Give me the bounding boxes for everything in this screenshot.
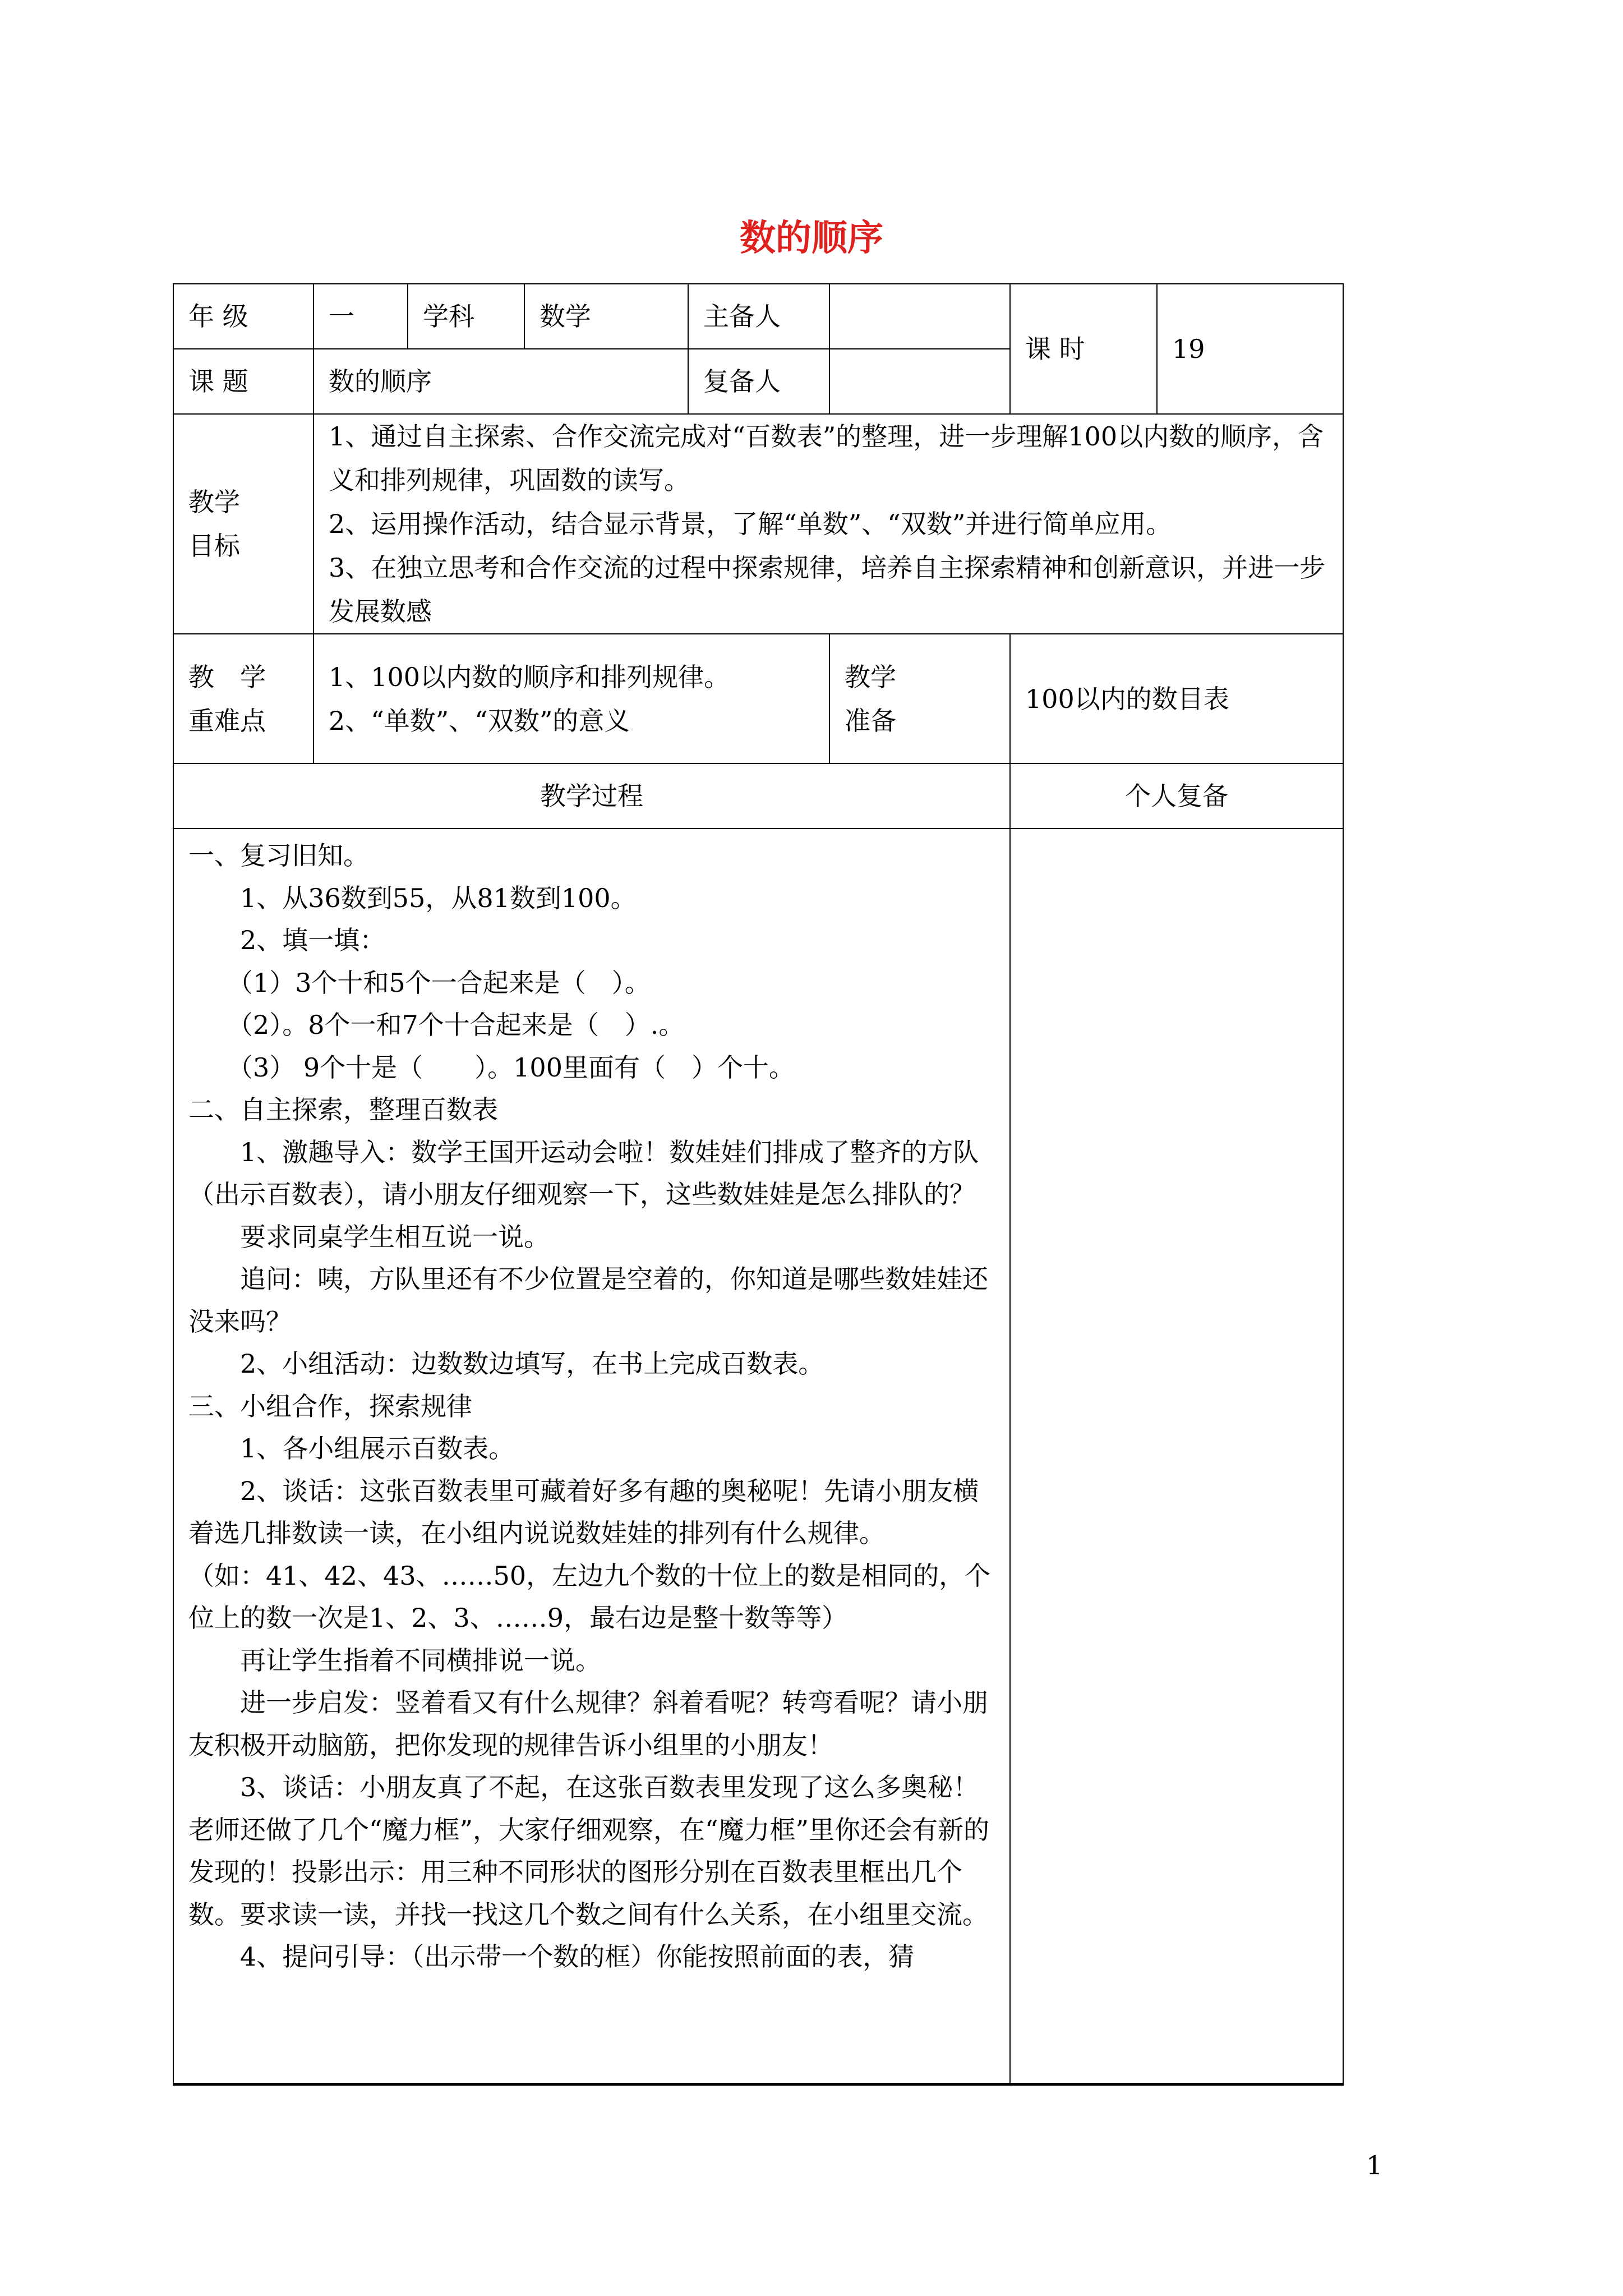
process-line: 进一步启发：竖着看又有什么规律？斜着看呢？转弯看呢？请小朋友积极开动脑筋，把你发现的规律告诉小组里的小朋友！ xyxy=(188,1687,988,1760)
goal-item: 1、通过自主探索、合作交流完成对“百数表”的整理，进一步理解100以内数的顺序，含义和排列规律，巩固数的读写。 xyxy=(329,421,1324,495)
page-number: 1 xyxy=(1366,2150,1383,2180)
process-line: 4、提问引导：（出示带一个数的框）你能按照前面的表，猜 xyxy=(240,1941,915,1972)
teaching-prep-label-line1: 教学 xyxy=(845,661,896,692)
subject-value: 数学 xyxy=(524,284,688,349)
key-points-label xyxy=(173,634,313,763)
main-preparer-label: 主备人 xyxy=(688,284,829,349)
process-line: 2、小组活动：边数数边填写，在书上完成百数表。 xyxy=(240,1349,824,1379)
grade-label: 年 级 xyxy=(173,284,313,349)
process-line: 1、从36数到55，从81数到100。 xyxy=(240,882,637,913)
process-line: （3） 9个十是（ ）。100里面有（ ）个十。 xyxy=(227,1052,795,1083)
main-preparer-value xyxy=(829,284,1010,349)
key-points-content xyxy=(313,634,829,763)
teaching-prep-label xyxy=(829,634,1010,763)
subject-label: 学科 xyxy=(408,284,524,349)
period-label: 课 时 xyxy=(1010,284,1157,414)
goal-item: 2、运用操作活动，结合显示背景，了解“单数”、“双数”并进行简单应用。 xyxy=(329,509,1172,539)
process-line: 3、谈话：小朋友真了不起，在这张百数表里发现了这么多奥秘！老师还做了几个“魔力框”，大家仔细观察，在“魔力框”里你还会有新的发现的！投影出示：用三种不同形状的图形分别在百数表里框出几个数。要求读一读，并找一找这几个数之间有什么关系，在小组里交流。 xyxy=(188,1772,990,1930)
teaching-prep-value: 100以内的数目表 xyxy=(1010,634,1343,763)
goals-label-line1: 教学 xyxy=(188,487,240,517)
key-point-item: 1、100以内数的顺序和排列规律。 xyxy=(329,661,730,692)
process-line: 2、谈话：这张百数表里可藏着好多有趣的奥秘呢！先请小朋友横着选几排数读一读，在小组内说说数娃娃的排列有什么规律。 xyxy=(188,1475,979,1548)
lesson-plan-table xyxy=(173,283,1344,2086)
process-line: 2、填一填： xyxy=(240,925,386,955)
personal-notes-header: 个人复备 xyxy=(1010,763,1343,829)
process-line: 三、小组合作，探索规律 xyxy=(188,1391,472,1421)
topic-label: 课 题 xyxy=(173,349,313,414)
goals-label xyxy=(173,414,313,634)
process-content xyxy=(173,829,1010,2085)
goals-content xyxy=(313,414,1343,634)
document-title: 数的顺序 xyxy=(740,217,883,259)
topic-value: 数的顺序 xyxy=(313,349,688,414)
process-line: 1、激趣导入：数学王国开运动会啦！数娃娃们排成了整齐的方队（出示百数表），请小朋友仔细观察一下，这些数娃娃是怎么排队的？ xyxy=(188,1137,979,1209)
process-line: 要求同桌学生相互说一说。 xyxy=(240,1221,550,1252)
process-line: 二、自主探索，整理百数表 xyxy=(188,1094,498,1125)
key-points-label-line2: 重难点 xyxy=(188,705,266,736)
process-line: 追问：咦，方队里还有不少位置是空着的，你知道是哪些数娃娃还没来吗？ xyxy=(188,1264,988,1337)
period-value: 19 xyxy=(1157,284,1343,414)
goals-label-line2: 目标 xyxy=(188,531,240,561)
process-line: 一、复习旧知。 xyxy=(188,840,369,871)
process-line: 再让学生指着不同横排说一说。 xyxy=(240,1645,601,1676)
process-line: （如：41、42、43、……50，左边九个数的十位上的数是相同的，个位上的数一次是1、2、3、……9，最右边是整十数等等） xyxy=(188,1560,991,1633)
goal-item: 3、在独立思考和合作交流的过程中探索规律，培养自主探索精神和创新意识，并进一步发展数感 xyxy=(329,553,1326,627)
teaching-prep-label-line2: 准备 xyxy=(845,705,896,736)
process-line: （2）。8个一和7个十合起来是（ ）.。 xyxy=(227,1010,685,1040)
process-header: 教学过程 xyxy=(173,763,1010,829)
process-line: （1）3个十和5个一合起来是（ ）。 xyxy=(227,967,651,998)
key-point-item: 2、“单数”、“双数”的意义 xyxy=(329,705,630,736)
key-points-label-line1: 教 学 xyxy=(188,661,266,692)
personal-notes-content xyxy=(1010,829,1343,2085)
process-line: 1、各小组展示百数表。 xyxy=(240,1433,515,1464)
co-preparer-value xyxy=(829,349,1010,414)
grade-value: 一 xyxy=(313,284,408,349)
co-preparer-label: 复备人 xyxy=(688,349,829,414)
